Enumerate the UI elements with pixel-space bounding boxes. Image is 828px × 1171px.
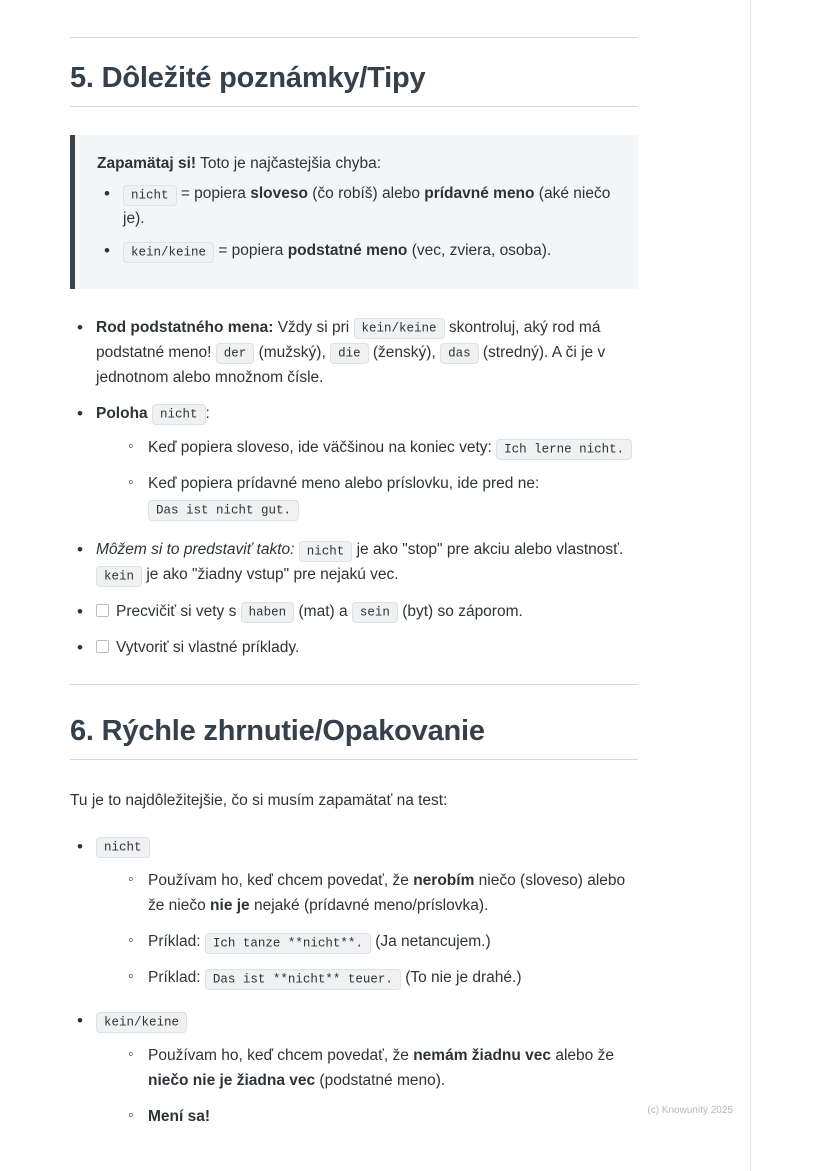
code-kein-keine-2: kein/keine xyxy=(354,318,445,339)
code-haben: haben xyxy=(241,602,295,623)
section-divider xyxy=(70,684,638,685)
checkbox-precvicit[interactable] xyxy=(96,604,109,617)
poloha-sub-1-t1: Keď popiera prídavné meno alebo príslovku, ide pred ne: xyxy=(148,475,540,493)
group-kein-sub-1 xyxy=(122,1104,635,1129)
task1-t3: (byt) so záporom. xyxy=(397,602,523,620)
code-das: das xyxy=(440,343,479,364)
callout-list xyxy=(97,181,618,263)
predstava-italic: Môžem si to predstaviť takto: xyxy=(96,541,295,559)
poloha-sub-0-t1: Keď popiera sloveso, ide väčšinou na koniec vety: xyxy=(148,439,497,457)
list-item-task-precvicit xyxy=(70,599,635,624)
g0s0-t1: Používam ho, keď chcem povedať, že xyxy=(148,872,414,889)
code-nicht-3: nicht xyxy=(299,541,353,562)
group-kein-sublist xyxy=(96,1043,635,1129)
callout-item-nicht xyxy=(97,181,618,231)
code-das-ist-nicht-gut: Das ist nicht gut. xyxy=(148,500,299,521)
rod-t4: (ženský), xyxy=(368,343,441,361)
g0s0-b1: nerobím xyxy=(413,872,475,889)
g0s1-t2: (Ja netancujem.) xyxy=(370,933,491,951)
checkbox-vytvorit[interactable] xyxy=(96,640,109,653)
callout-lead xyxy=(97,152,618,175)
group-kein-sub-0 xyxy=(122,1043,635,1093)
g0s2-t2: (To nie je drahé.) xyxy=(400,969,522,987)
rod-label: Rod podstatného mena: xyxy=(96,318,274,336)
code-sein: sein xyxy=(352,602,398,623)
predstava-t3: je ako "žiadny vstup" pre nejakú vec. xyxy=(142,566,399,584)
code-nicht: nicht xyxy=(123,185,177,206)
code-das-ist-nicht-teuer: Das ist **nicht** teuer. xyxy=(205,969,401,990)
g1s0-t1: Používam ho, keď chcem povedať, že xyxy=(148,1046,414,1064)
g0s0-t3: nejaké (prídavné meno/príslovka). xyxy=(249,897,489,915)
task1-t2: (mat) a xyxy=(294,602,352,620)
code-ich-lerne-nicht: Ich lerne nicht. xyxy=(496,439,632,460)
poloha-colon: : xyxy=(205,404,210,422)
callout-lead-rest: Toto je najčastejšia chyba: xyxy=(196,155,382,172)
callout-item-1-t2: (vec, zviera, osoba). xyxy=(407,242,552,260)
top-divider xyxy=(70,37,638,38)
callout-item-0-t2: (čo robíš) alebo xyxy=(307,185,425,203)
g0s2-t1: Príklad: xyxy=(148,969,205,987)
section-5-title: 5. Dôležité poznámky/Tipy xyxy=(70,62,426,94)
poloha-sublist xyxy=(96,435,635,521)
g0s0-t2: niečo (sloveso) alebo že niečo xyxy=(148,872,626,915)
section-6-title: 6. Rýchle zhrnutie/Opakovanie xyxy=(70,714,485,747)
callout-item-0-b1: sloveso xyxy=(250,185,308,203)
section-6-list xyxy=(70,834,635,1129)
code-der: der xyxy=(216,343,255,364)
right-margin-strip xyxy=(750,0,828,1171)
rod-t5: (stredný). A či je v jednotnom alebo množnom čísle. xyxy=(96,343,606,386)
list-item-predstava xyxy=(70,537,635,587)
g0s1-t1: Príklad: xyxy=(148,933,205,951)
callout-item-0-t3: (aké niečo je). xyxy=(123,185,611,228)
rod-t3: (mužský), xyxy=(254,343,331,361)
poloha-label: Poloha xyxy=(96,404,148,422)
list-item-rod-podstatneho-mena xyxy=(70,315,635,390)
callout-item-0-t1: = popiera xyxy=(176,185,251,203)
poloha-sub-1 xyxy=(122,471,635,521)
callout-lead-bold: Zapamätaj si! xyxy=(97,155,197,172)
group-nicht-sublist xyxy=(96,868,635,990)
rod-t2: skontroluj, aký rod má podstatné meno! xyxy=(96,318,601,361)
list-item-poloha-nicht xyxy=(70,401,635,521)
group-nicht-sub-0 xyxy=(122,868,635,918)
g1s0-t2: alebo že xyxy=(551,1046,614,1064)
g0s0-b2: nie je xyxy=(210,897,250,915)
task1-t1: Precvičiť si vety s xyxy=(116,602,241,620)
g1s0-b1: nemám žiadnu vec xyxy=(413,1046,552,1064)
section-6-title-rule xyxy=(70,759,638,760)
callout-item-1-b1: podstatné meno xyxy=(287,242,408,260)
group-kein-keine xyxy=(70,1008,635,1128)
code-nicht-2: nicht xyxy=(152,404,206,425)
code-die: die xyxy=(330,343,369,364)
callout-item-0-b2: prídavné meno xyxy=(424,185,535,203)
group-nicht-sub-1 xyxy=(122,929,635,954)
callout-remember xyxy=(70,135,638,289)
watermark-copyright: (c) Knowunity 2025 xyxy=(647,1105,733,1116)
code-ich-tanze-nicht: Ich tanze **nicht**. xyxy=(205,933,371,954)
callout-item-1-t1: = popiera xyxy=(214,242,288,260)
poloha-sub-0 xyxy=(122,435,635,460)
predstava-t2: je ako "stop" pre akciu alebo vlastnosť. xyxy=(352,541,624,559)
g1s1-bold: Mení sa! xyxy=(148,1107,211,1125)
group-nicht-sub-2 xyxy=(122,965,635,990)
rod-t1: Vždy si pri xyxy=(273,318,354,336)
code-kein: kein xyxy=(96,566,142,587)
code-kein-keine-3: kein/keine xyxy=(96,1012,187,1033)
task2-t1: Vytvoriť si vlastné príklady. xyxy=(116,638,300,656)
section-6-lead: Tu je to najdôležitejšie, čo si musím zapamätať na test: xyxy=(70,791,448,809)
g1s0-b2: niečo nie je žiadna vec xyxy=(148,1071,316,1089)
section-5-list xyxy=(70,315,635,660)
list-item-task-vytvorit xyxy=(70,635,635,660)
code-nicht-4: nicht xyxy=(96,837,150,858)
callout-item-keinkeine xyxy=(97,238,618,263)
section-5-title-rule xyxy=(70,106,638,107)
group-nicht xyxy=(70,834,635,991)
code-kein-keine: kein/keine xyxy=(123,242,214,263)
g1s0-t3: (podstatné meno). xyxy=(315,1071,446,1089)
